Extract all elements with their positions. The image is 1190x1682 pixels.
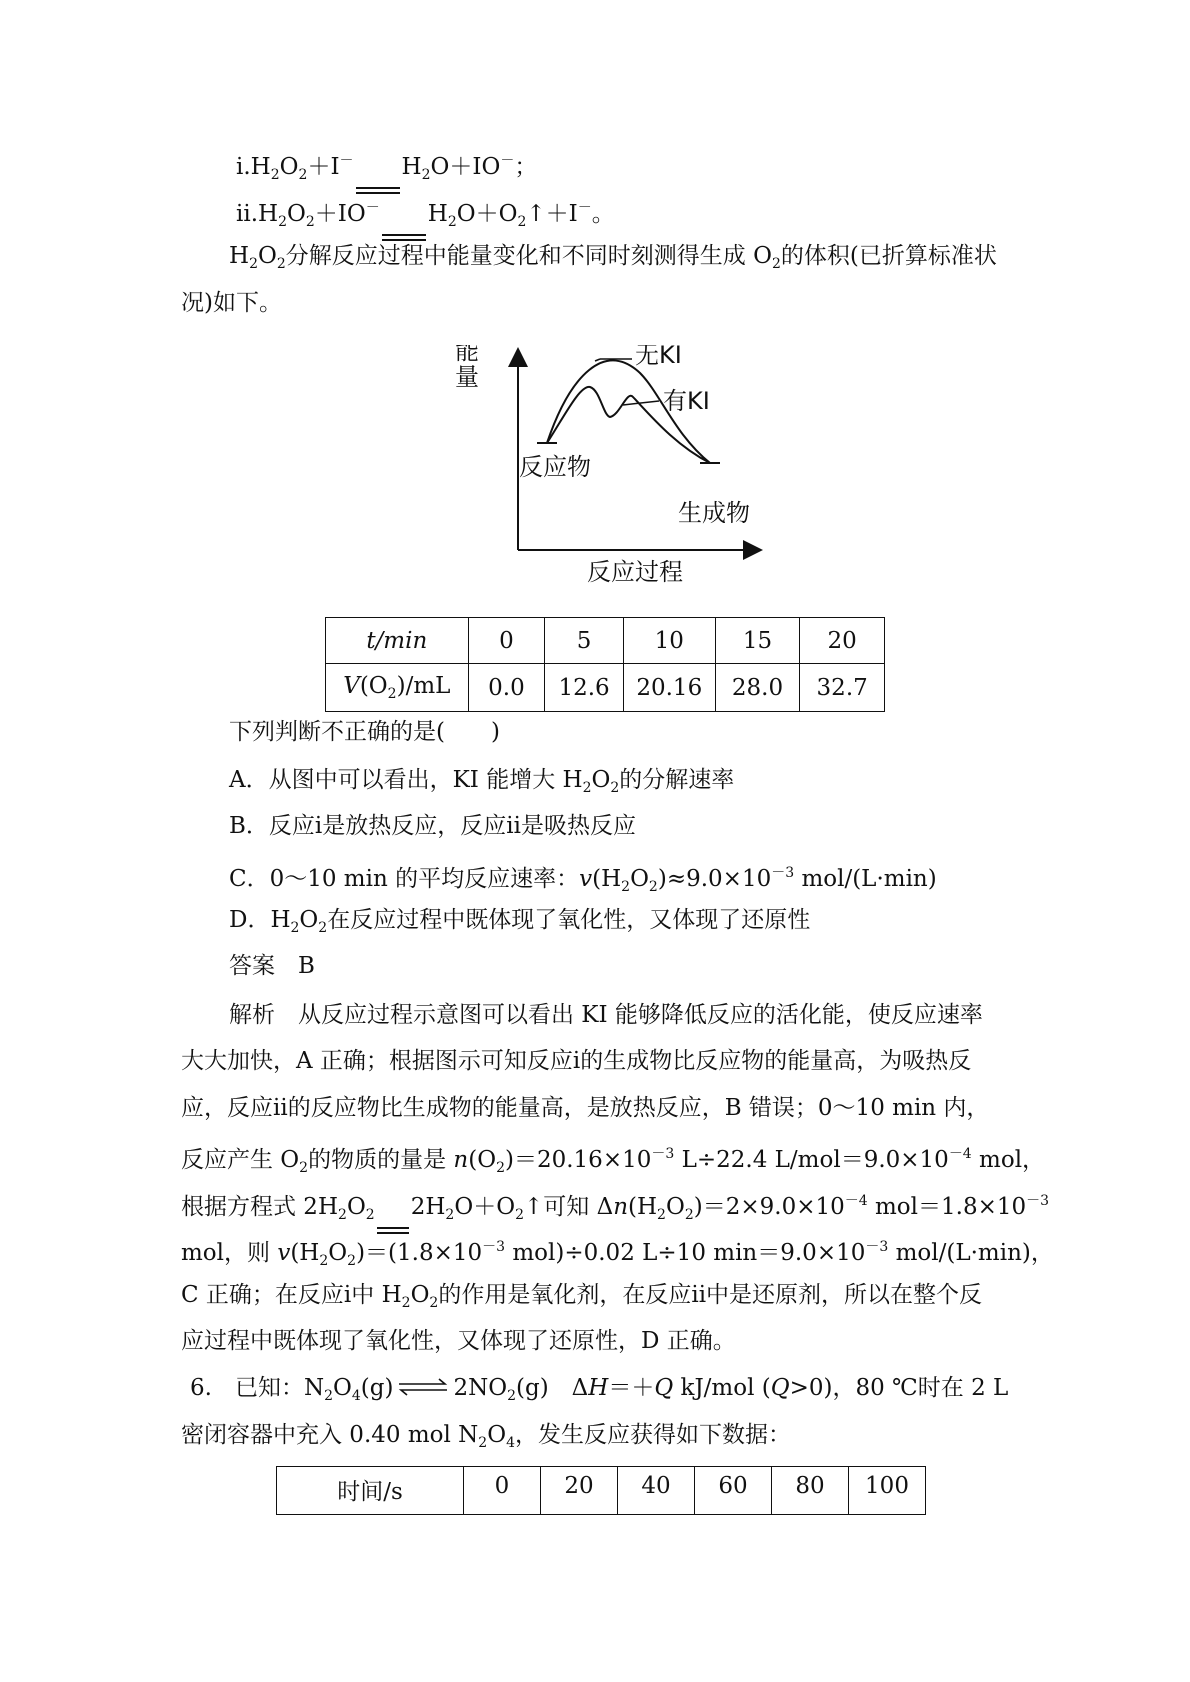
x-label: 反应过程	[587, 558, 683, 585]
table-cell: 5	[545, 618, 624, 664]
intro-part: O	[257, 243, 277, 269]
an-part: ↑可知 Δ	[523, 1194, 614, 1220]
opt-part: 2	[621, 879, 631, 895]
opt-part: 在反应过程中既体现了氧化性，又体现了还原性	[327, 907, 811, 933]
table-cell: 20	[541, 1467, 618, 1515]
r1-part: 2	[270, 167, 280, 183]
opt-part: 2	[648, 879, 658, 895]
an-part: 反应产生 O	[181, 1147, 300, 1173]
an-part: mol＝1.8×10	[867, 1194, 1027, 1220]
table-cell: 20.16	[623, 664, 715, 712]
table-cell: 80	[772, 1467, 849, 1515]
an-part: C 正确；在反应ⅰ中 H	[181, 1282, 402, 1308]
r1-part: O	[279, 154, 299, 180]
r2-part: 2	[305, 214, 315, 230]
opt-part: v	[579, 866, 593, 892]
r2-part: O	[287, 201, 306, 227]
an-part: O	[328, 1240, 348, 1266]
reaction-ii-label: ⅱ.	[236, 201, 259, 227]
an-part: 2	[401, 1295, 411, 1311]
intro-part: 的体积(已折算标准状	[780, 243, 997, 269]
an-part: O	[665, 1194, 685, 1220]
an-part: 根据方程式 2H	[181, 1194, 339, 1220]
q6-part: O	[487, 1422, 507, 1448]
q6-part: 2NO	[453, 1375, 508, 1401]
opt-part: O	[299, 907, 319, 933]
table-cell: 10	[623, 618, 715, 664]
q6-part: 密闭容器中充入 0.40 mol N	[181, 1422, 479, 1448]
table-cell: 0	[464, 1467, 541, 1515]
table-cell: 15	[715, 618, 800, 664]
answer: 答案 B	[229, 953, 315, 979]
opt-part: C．0～10 min 的平均反应速率：	[229, 866, 580, 892]
table-cell: 40	[618, 1467, 695, 1515]
opt-part: 2	[582, 780, 592, 796]
an-part: －3	[651, 1146, 675, 1162]
intro-part: 分解反应过程中能量变化和不同时刻测得生成 O	[285, 243, 772, 269]
opt-part: 2	[318, 920, 328, 936]
q6-part: (g)	[360, 1375, 394, 1401]
label-reactants: 反应物	[519, 453, 591, 481]
r2-part: 。	[591, 201, 615, 227]
an-part: (H	[628, 1194, 658, 1220]
an-part: －3	[865, 1239, 889, 1255]
y-label-1: 能	[455, 345, 479, 365]
q6-part: O	[333, 1375, 352, 1401]
an-part: O	[410, 1282, 430, 1308]
q6-part: 4	[506, 1435, 515, 1451]
q6-part: H	[588, 1375, 609, 1401]
label-no-ki: 无KI	[635, 345, 682, 369]
q6-part: Q	[654, 1375, 674, 1401]
r2-part: 2	[447, 214, 457, 230]
r1-part: －	[339, 153, 354, 169]
an-part: mol/(L·min)，	[888, 1240, 1054, 1266]
an-part: 2	[347, 1253, 357, 1269]
label-ki: 有KI	[663, 387, 710, 415]
question-stem: 下列判断不正确的是( )	[229, 719, 500, 745]
analysis-line-3: 应，反应ⅱ的反应物比生成物的能量高，是放热反应，B 错误；0～10 min 内，	[181, 1095, 990, 1121]
label-products: 生成物	[678, 499, 750, 527]
an-part: 2	[445, 1207, 455, 1223]
an-part: 的物质的量是	[308, 1147, 454, 1173]
r2-part: 2	[517, 214, 527, 230]
opt-part: (H	[592, 866, 622, 892]
opt-part: O	[591, 767, 611, 793]
an-part: )＝(1.8×10	[356, 1240, 483, 1266]
an-part: L÷22.4 L/mol＝9.0×10	[674, 1147, 949, 1173]
reaction-i-label: ⅰ.	[236, 154, 251, 180]
opt-part: A．从图中可以看出，KI 能增大 H	[229, 767, 583, 793]
intro-part: 2	[249, 256, 258, 272]
opt-part: －3	[771, 865, 795, 881]
r2-part: －	[365, 200, 380, 216]
r2-part: H	[427, 201, 448, 227]
r1-part: 2	[421, 167, 431, 183]
r1-part: H	[250, 154, 271, 180]
q6-part: 6. 已知：N	[190, 1375, 325, 1401]
table-cell: 32.7	[800, 664, 885, 712]
intro-line-2: 况)如下。	[181, 290, 282, 316]
table-cell: 28.0	[715, 664, 800, 712]
opt-part: D．H	[229, 907, 291, 933]
r2-part: O＋O	[456, 201, 518, 227]
cell-text: 2	[387, 686, 397, 702]
q6-part: Q	[770, 1375, 790, 1401]
opt-part: 的分解速率	[619, 767, 735, 793]
opt-part: mol/(L·min)	[794, 866, 937, 892]
an-part: 2	[319, 1253, 329, 1269]
an-part: 2	[299, 1160, 309, 1176]
table-cell: 12.6	[545, 664, 624, 712]
an-part: 2H	[410, 1194, 446, 1220]
an-part: 2	[684, 1207, 694, 1223]
q6-part: (g) Δ	[516, 1375, 589, 1401]
r1-part: H	[401, 154, 422, 180]
option-b: B．反应ⅰ是放热反应，反应ⅱ是吸热反应	[229, 813, 636, 839]
opt-part: O	[630, 866, 649, 892]
an-part: 2	[429, 1295, 439, 1311]
an-part: O＋O	[454, 1194, 516, 1220]
cell-text: )/mL	[396, 673, 451, 699]
y-label-2: 量	[455, 363, 479, 391]
analysis-line-1: 解析 从反应过程示意图可以看出 KI 能够降低反应的活化能，使反应速率	[229, 1002, 983, 1028]
cell-text: V	[343, 673, 360, 699]
an-part: 2	[496, 1160, 505, 1176]
intro-part: 2	[276, 256, 286, 272]
table-cell: 时间/s	[277, 1467, 464, 1515]
q6-part: ，发生反应获得如下数据：	[515, 1422, 791, 1448]
r1-part: －	[500, 153, 515, 169]
table-cell: 100	[849, 1467, 926, 1515]
q6-part: 2	[478, 1435, 488, 1451]
r2-part: 2	[278, 214, 288, 230]
an-part: O	[346, 1194, 366, 1220]
intro-part: H	[229, 243, 250, 269]
an-part: (O	[468, 1147, 497, 1173]
an-part: 2	[515, 1207, 524, 1223]
r1-part: ；	[514, 154, 538, 180]
an-part: n	[613, 1194, 629, 1220]
q6-part: 4	[351, 1388, 361, 1404]
an-part: n	[453, 1147, 469, 1173]
analysis-line-2: 大大加快，A 正确；根据图示可知反应ⅰ的生成物比反应物的能量高，为吸热反	[181, 1048, 972, 1074]
q6-part: >0)，80 ℃时在 2 L	[789, 1375, 1009, 1401]
an-part: －4	[844, 1193, 868, 1209]
an-part: 2	[338, 1207, 347, 1223]
q6-part: ＝＋	[608, 1375, 655, 1401]
cell-text: t/min	[366, 627, 428, 654]
q6-part: 2	[324, 1388, 333, 1404]
table-cell: 20	[800, 618, 885, 664]
an-part: －3	[1026, 1193, 1050, 1209]
an-part: )＝2×9.0×10	[693, 1194, 845, 1220]
cell-text: (O	[359, 673, 388, 699]
an-part: v	[277, 1240, 291, 1266]
table-cell: 60	[695, 1467, 772, 1515]
an-part: －3	[482, 1239, 506, 1255]
analysis-line-8: 应过程中既体现了氧化性，又体现了还原性，D 正确。	[181, 1328, 736, 1354]
an-part: mol，	[971, 1147, 1046, 1173]
intro-part: 2	[771, 256, 781, 272]
an-part: mol)÷0.02 L÷10 min＝9.0×10	[505, 1240, 866, 1266]
opt-part: 2	[290, 920, 300, 936]
an-part: 的作用是氧化剂，在反应ⅱ中是还原剂，所以在整个反	[438, 1282, 983, 1308]
table-cell: 0	[468, 618, 545, 664]
opt-part: 2	[610, 780, 620, 796]
r1-part: O＋IO	[430, 154, 501, 180]
q6-part: kJ/mol (	[673, 1375, 771, 1401]
r1-part: ＋I	[307, 154, 340, 180]
an-part: (H	[290, 1240, 320, 1266]
r2-part: H	[258, 201, 279, 227]
an-part: mol，则	[181, 1240, 278, 1266]
table-cell: 0.0	[468, 664, 545, 712]
r2-part: ↑＋I	[526, 201, 578, 227]
q6-part: 2	[507, 1388, 516, 1404]
opt-part: )≈9.0×10	[657, 866, 772, 892]
r1-part: 2	[298, 167, 308, 183]
an-part: －4	[948, 1146, 972, 1162]
r2-part: ＋IO	[314, 201, 366, 227]
an-part: 2	[365, 1207, 375, 1223]
an-part: 2	[657, 1207, 666, 1223]
an-part: )＝20.16×10	[505, 1147, 652, 1173]
r2-part: －	[577, 200, 592, 216]
